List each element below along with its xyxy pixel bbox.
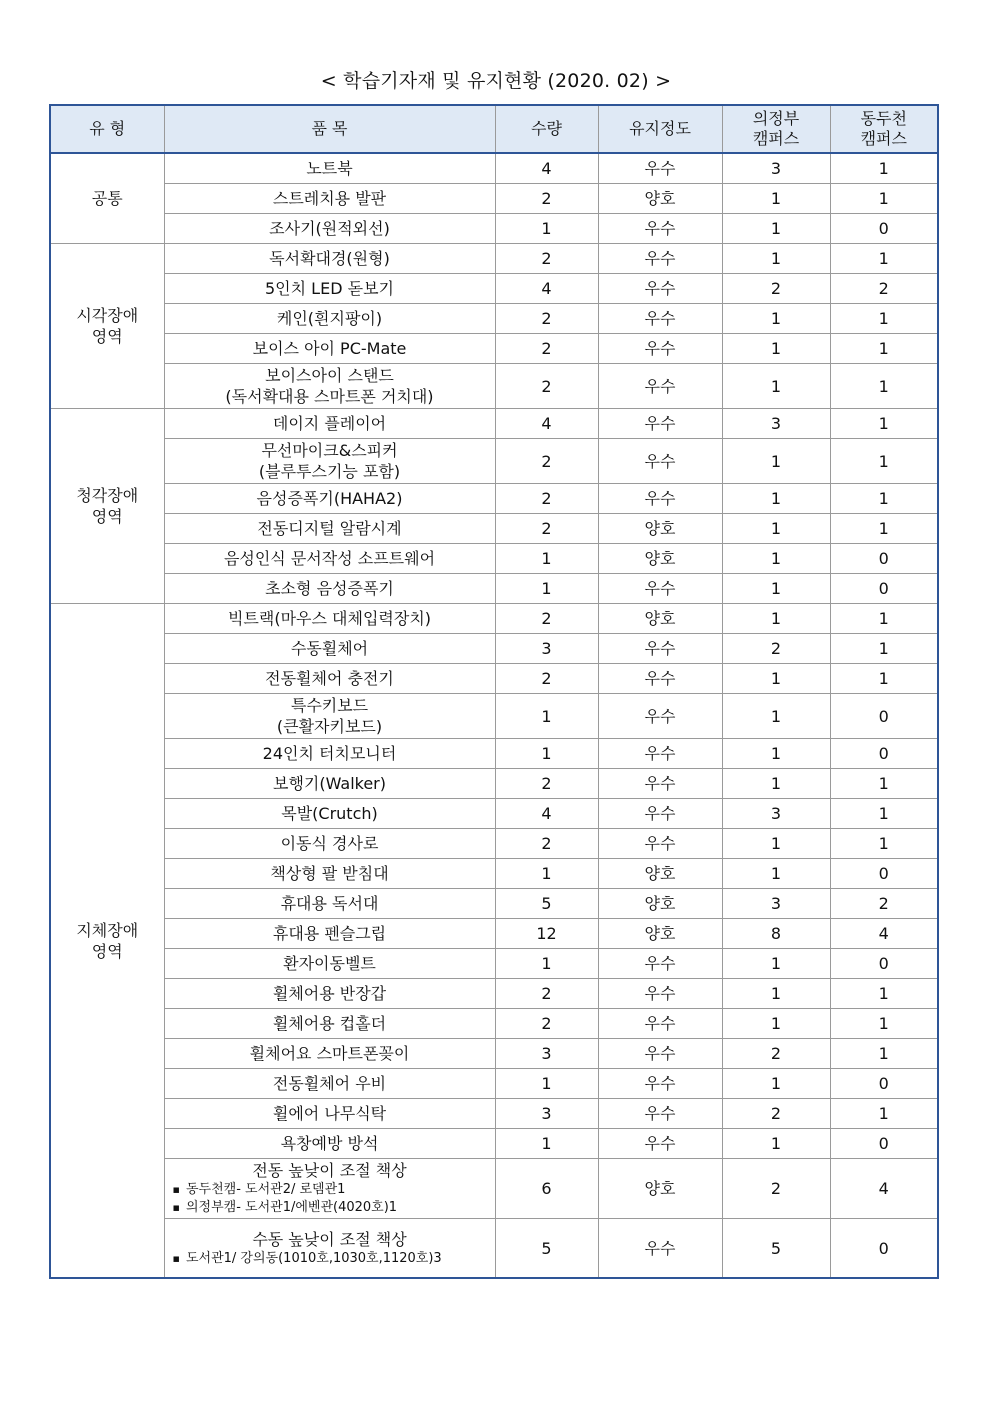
item-location-note: ▪ 의정부캠- 도서관1/에벤관(4020호)1	[169, 1199, 491, 1217]
qty-cell: 12	[495, 919, 598, 949]
condition-cell: 우수	[598, 1039, 722, 1069]
table-row	[50, 484, 938, 514]
item-location-note: ▪ 도서관1/ 강의동(1010호,1030호,1120호)3	[169, 1250, 491, 1268]
item-cell: 독서확대경(원형)	[164, 244, 495, 274]
table-row	[50, 153, 938, 184]
item-location-note: ▪ 동두천캠- 도서관2/ 로뎀관1	[169, 1181, 491, 1199]
item-cell: 휴대용 펜슬그립	[164, 919, 495, 949]
item-cell: 특수키보드 (큰활자키보드)	[164, 694, 495, 739]
campus-uijeongbu-cell: 1	[722, 604, 830, 634]
campus-uijeongbu-cell: 1	[722, 214, 830, 244]
table-row	[50, 604, 938, 634]
table-row	[50, 799, 938, 829]
qty-cell: 1	[495, 859, 598, 889]
qty-cell: 1	[495, 949, 598, 979]
campus-dongducheon-cell: 1	[830, 1009, 938, 1039]
qty-cell: 1	[495, 1069, 598, 1099]
condition-cell: 우수	[598, 574, 722, 604]
qty-cell: 2	[495, 829, 598, 859]
condition-cell: 우수	[598, 484, 722, 514]
table-row	[50, 769, 938, 799]
item-cell: 휠체어용 반장갑	[164, 979, 495, 1009]
table-row	[50, 214, 938, 244]
condition-cell: 양호	[598, 514, 722, 544]
qty-cell: 2	[495, 439, 598, 484]
table-row	[50, 979, 938, 1009]
campus-uijeongbu-cell: 3	[722, 799, 830, 829]
qty-cell: 2	[495, 184, 598, 214]
qty-cell: 4	[495, 409, 598, 439]
page-title: < 학습기자재 및 유지현황 (2020. 02) >	[320, 70, 672, 92]
campus-dongducheon-cell: 1	[830, 799, 938, 829]
condition-cell: 우수	[598, 274, 722, 304]
campus-uijeongbu-cell: 1	[722, 694, 830, 739]
campus-dongducheon-cell: 0	[830, 949, 938, 979]
qty-cell: 2	[495, 769, 598, 799]
campus-uijeongbu-cell: 1	[722, 484, 830, 514]
condition-cell: 양호	[598, 1159, 722, 1219]
item-cell: 수동 높낮이 조절 책상 ▪ 도서관1/ 강의동(1010호,1030호,1120호)3	[164, 1219, 495, 1279]
campus-uijeongbu-cell: 2	[722, 274, 830, 304]
table-row	[50, 409, 938, 439]
campus-dongducheon-cell: 1	[830, 364, 938, 409]
qty-cell: 2	[495, 514, 598, 544]
item-cell: 데이지 플레이어	[164, 409, 495, 439]
campus-uijeongbu-cell: 1	[722, 1129, 830, 1159]
campus-uijeongbu-cell: 3	[722, 153, 830, 184]
item-cell: 보이스아이 스탠드 (독서확대용 스마트폰 거치대)	[164, 364, 495, 409]
campus-uijeongbu-cell: 1	[722, 334, 830, 364]
table-row	[50, 334, 938, 364]
category-cell: 공통	[50, 153, 164, 244]
campus-dongducheon-cell: 1	[830, 184, 938, 214]
campus-dongducheon-cell: 1	[830, 484, 938, 514]
campus-dongducheon-cell: 4	[830, 919, 938, 949]
category-cell: 시각장애 영역	[50, 244, 164, 409]
table-row	[50, 184, 938, 214]
campus-dongducheon-cell: 1	[830, 829, 938, 859]
campus-uijeongbu-cell: 2	[722, 1159, 830, 1219]
condition-cell: 양호	[598, 919, 722, 949]
condition-cell: 우수	[598, 214, 722, 244]
campus-dongducheon-cell: 0	[830, 1069, 938, 1099]
condition-cell: 우수	[598, 1099, 722, 1129]
condition-cell: 양호	[598, 544, 722, 574]
qty-cell: 2	[495, 664, 598, 694]
campus-uijeongbu-cell: 1	[722, 574, 830, 604]
table-row	[50, 1039, 938, 1069]
condition-cell: 우수	[598, 739, 722, 769]
table-row	[50, 664, 938, 694]
campus-dongducheon-cell: 1	[830, 153, 938, 184]
campus-uijeongbu-cell: 2	[722, 1039, 830, 1069]
campus-uijeongbu-cell: 1	[722, 439, 830, 484]
item-cell: 전동 높낮이 조절 책상 ▪ 동두천캠- 도서관2/ 로뎀관1 ▪ 의정부캠- 도서관1/에벤관(4020호)1	[164, 1159, 495, 1219]
item-cell: 음성인식 문서작성 소프트웨어	[164, 544, 495, 574]
campus-dongducheon-cell: 0	[830, 574, 938, 604]
item-cell: 휠체어요 스마트폰꽂이	[164, 1039, 495, 1069]
item-cell: 전동휠체어 우비	[164, 1069, 495, 1099]
header-type: 유 형	[50, 105, 164, 153]
item-cell: 휠체어용 컵홀더	[164, 1009, 495, 1039]
campus-dongducheon-cell: 4	[830, 1159, 938, 1219]
campus-uijeongbu-cell: 1	[722, 1069, 830, 1099]
condition-cell: 양호	[598, 184, 722, 214]
item-cell: 5인치 LED 돋보기	[164, 274, 495, 304]
qty-cell: 4	[495, 274, 598, 304]
table-row	[50, 859, 938, 889]
campus-uijeongbu-cell: 5	[722, 1219, 830, 1279]
table-row	[50, 544, 938, 574]
condition-cell: 우수	[598, 244, 722, 274]
table-row	[50, 514, 938, 544]
table-row	[50, 949, 938, 979]
campus-dongducheon-cell: 0	[830, 1129, 938, 1159]
campus-uijeongbu-cell: 1	[722, 829, 830, 859]
condition-cell: 양호	[598, 604, 722, 634]
campus-dongducheon-cell: 1	[830, 514, 938, 544]
table-row	[50, 364, 938, 409]
condition-cell: 우수	[598, 1009, 722, 1039]
item-cell: 책상형 팔 받침대	[164, 859, 495, 889]
condition-cell: 양호	[598, 859, 722, 889]
campus-dongducheon-cell: 0	[830, 859, 938, 889]
item-cell: 목발(Crutch)	[164, 799, 495, 829]
campus-dongducheon-cell: 1	[830, 979, 938, 1009]
item-cell: 보이스 아이 PC-Mate	[164, 334, 495, 364]
table-row	[50, 1159, 938, 1219]
campus-uijeongbu-cell: 1	[722, 244, 830, 274]
condition-cell: 우수	[598, 694, 722, 739]
campus-uijeongbu-cell: 1	[722, 979, 830, 1009]
campus-uijeongbu-cell: 3	[722, 889, 830, 919]
qty-cell: 4	[495, 153, 598, 184]
campus-dongducheon-cell: 1	[830, 244, 938, 274]
item-cell: 빅트랙(마우스 대체입력장치)	[164, 604, 495, 634]
condition-cell: 우수	[598, 153, 722, 184]
campus-uijeongbu-cell: 1	[722, 544, 830, 574]
qty-cell: 3	[495, 1039, 598, 1069]
item-cell: 이동식 경사로	[164, 829, 495, 859]
campus-dongducheon-cell: 2	[830, 889, 938, 919]
table-row	[50, 739, 938, 769]
qty-cell: 1	[495, 574, 598, 604]
condition-cell: 우수	[598, 829, 722, 859]
table-row	[50, 1129, 938, 1159]
header-condition: 유지정도	[598, 105, 722, 153]
item-cell: 초소형 음성증폭기	[164, 574, 495, 604]
condition-cell: 우수	[598, 364, 722, 409]
campus-dongducheon-cell: 1	[830, 1099, 938, 1129]
condition-cell: 우수	[598, 634, 722, 664]
campus-uijeongbu-cell: 1	[722, 304, 830, 334]
qty-cell: 1	[495, 544, 598, 574]
qty-cell: 4	[495, 799, 598, 829]
category-cell: 지체장애 영역	[50, 604, 164, 1279]
condition-cell: 우수	[598, 304, 722, 334]
qty-cell: 6	[495, 1159, 598, 1219]
condition-cell: 우수	[598, 949, 722, 979]
campus-uijeongbu-cell: 1	[722, 184, 830, 214]
table-row	[50, 694, 938, 739]
campus-uijeongbu-cell: 2	[722, 634, 830, 664]
campus-dongducheon-cell: 1	[830, 604, 938, 634]
campus-dongducheon-cell: 0	[830, 214, 938, 244]
qty-cell: 2	[495, 979, 598, 1009]
item-cell: 보행기(Walker)	[164, 769, 495, 799]
campus-dongducheon-cell: 1	[830, 769, 938, 799]
item-cell: 케인(흰지팡이)	[164, 304, 495, 334]
campus-uijeongbu-cell: 1	[722, 664, 830, 694]
campus-dongducheon-cell: 1	[830, 634, 938, 664]
qty-cell: 1	[495, 1129, 598, 1159]
condition-cell: 우수	[598, 769, 722, 799]
condition-cell: 우수	[598, 979, 722, 1009]
qty-cell: 2	[495, 484, 598, 514]
campus-dongducheon-cell: 0	[830, 544, 938, 574]
item-cell: 휠에어 나무식탁	[164, 1099, 495, 1129]
campus-dongducheon-cell: 1	[830, 664, 938, 694]
table-row	[50, 1099, 938, 1129]
item-cell: 환자이동벨트	[164, 949, 495, 979]
campus-uijeongbu-cell: 8	[722, 919, 830, 949]
campus-dongducheon-cell: 0	[830, 739, 938, 769]
header-campus-uijeongbu: 의정부 캠퍼스	[722, 105, 830, 153]
table-row	[50, 1219, 938, 1279]
item-cell: 조사기(원적외선)	[164, 214, 495, 244]
campus-uijeongbu-cell: 3	[722, 409, 830, 439]
condition-cell: 우수	[598, 1219, 722, 1279]
campus-uijeongbu-cell: 1	[722, 769, 830, 799]
item-cell: 전동휠체어 충전기	[164, 664, 495, 694]
item-cell: 스트레치용 발판	[164, 184, 495, 214]
table-row	[50, 244, 938, 274]
qty-cell: 5	[495, 1219, 598, 1279]
table-row	[50, 1069, 938, 1099]
condition-cell: 우수	[598, 799, 722, 829]
table-row	[50, 919, 938, 949]
qty-cell: 5	[495, 889, 598, 919]
qty-cell: 1	[495, 694, 598, 739]
qty-cell: 1	[495, 739, 598, 769]
qty-cell: 2	[495, 1009, 598, 1039]
campus-dongducheon-cell: 1	[830, 439, 938, 484]
campus-uijeongbu-cell: 1	[722, 1009, 830, 1039]
condition-cell: 우수	[598, 664, 722, 694]
campus-uijeongbu-cell: 1	[722, 514, 830, 544]
qty-cell: 3	[495, 634, 598, 664]
campus-dongducheon-cell: 0	[830, 694, 938, 739]
qty-cell: 2	[495, 334, 598, 364]
campus-uijeongbu-cell: 1	[722, 949, 830, 979]
qty-cell: 3	[495, 1099, 598, 1129]
table-row	[50, 274, 938, 304]
campus-uijeongbu-cell: 1	[722, 859, 830, 889]
qty-cell: 2	[495, 364, 598, 409]
item-cell: 24인치 터치모니터	[164, 739, 495, 769]
campus-uijeongbu-cell: 1	[722, 364, 830, 409]
campus-dongducheon-cell: 1	[830, 334, 938, 364]
table-row	[50, 304, 938, 334]
item-cell: 욕창예방 방석	[164, 1129, 495, 1159]
campus-dongducheon-cell: 2	[830, 274, 938, 304]
campus-dongducheon-cell: 1	[830, 409, 938, 439]
campus-uijeongbu-cell: 2	[722, 1099, 830, 1129]
header-campus-dongducheon: 동두천 캠퍼스	[830, 105, 938, 153]
condition-cell: 양호	[598, 889, 722, 919]
header-row	[50, 105, 938, 153]
item-cell: 휴대용 독서대	[164, 889, 495, 919]
table-row	[50, 574, 938, 604]
qty-cell: 1	[495, 214, 598, 244]
header-item: 품 목	[164, 105, 495, 153]
condition-cell: 우수	[598, 1069, 722, 1099]
equipment-table	[49, 104, 939, 1279]
condition-cell: 우수	[598, 409, 722, 439]
condition-cell: 우수	[598, 334, 722, 364]
item-cell: 음성증폭기(HAHA2)	[164, 484, 495, 514]
table-row	[50, 829, 938, 859]
header-qty: 수량	[495, 105, 598, 153]
table-row	[50, 1009, 938, 1039]
condition-cell: 우수	[598, 1129, 722, 1159]
table-row	[50, 889, 938, 919]
item-cell: 무선마이크&스피커 (블루투스기능 포함)	[164, 439, 495, 484]
item-cell: 전동디지털 알람시계	[164, 514, 495, 544]
qty-cell: 2	[495, 604, 598, 634]
condition-cell: 우수	[598, 439, 722, 484]
table-row	[50, 439, 938, 484]
campus-uijeongbu-cell: 1	[722, 739, 830, 769]
table-body	[50, 153, 938, 1278]
item-cell: 수동휠체어	[164, 634, 495, 664]
category-cell: 청각장애 영역	[50, 409, 164, 604]
item-cell: 노트북	[164, 153, 495, 184]
campus-dongducheon-cell: 1	[830, 1039, 938, 1069]
campus-dongducheon-cell: 1	[830, 304, 938, 334]
campus-dongducheon-cell: 0	[830, 1219, 938, 1279]
qty-cell: 2	[495, 244, 598, 274]
table-row	[50, 634, 938, 664]
qty-cell: 2	[495, 304, 598, 334]
